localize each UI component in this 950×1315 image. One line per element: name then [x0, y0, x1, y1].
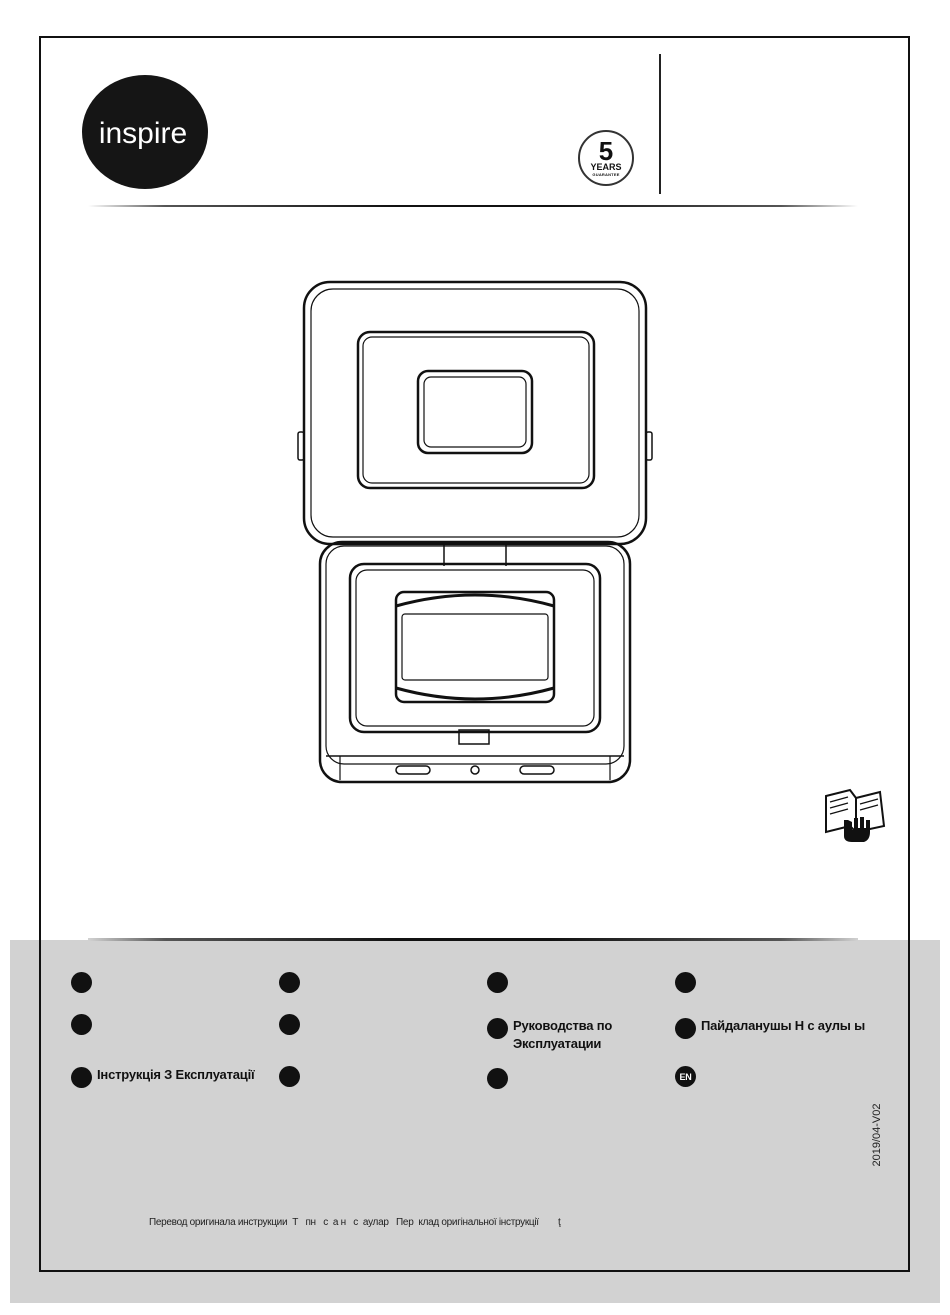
document-version: 2019/04-V02 — [871, 1103, 883, 1167]
language-item — [675, 972, 701, 993]
language-dot-icon — [675, 1018, 696, 1039]
header-divider — [88, 205, 858, 207]
language-code-badge: EN — [675, 1066, 696, 1087]
language-dot-icon — [71, 1067, 92, 1088]
language-item — [71, 1066, 254, 1088]
warranty-number: 5 — [598, 136, 614, 166]
language-item — [279, 1066, 305, 1087]
brand-logo — [82, 75, 208, 189]
language-item — [71, 972, 97, 993]
read-manual-icon — [820, 784, 890, 846]
language-dot-icon — [487, 1068, 508, 1089]
language-dot-icon — [279, 1066, 300, 1087]
header-divider-vertical — [659, 54, 661, 194]
warranty-caption: GUARANTEE — [592, 172, 620, 177]
language-label: Інструкція З Експлуатації — [97, 1067, 255, 1082]
warranty-badge — [578, 130, 634, 186]
language-item — [279, 972, 305, 993]
language-dot-icon — [675, 972, 696, 993]
band-divider — [88, 938, 858, 941]
brand-logo-text: inspire — [98, 117, 188, 150]
translation-note: Перевод оригинала инструкции Т пн с а н с аулар Пер клад оригінальної інструкції — [149, 1217, 539, 1228]
language-dot-icon — [487, 972, 508, 993]
language-label: Руководства по Эксплуатации — [513, 1018, 613, 1051]
language-item — [675, 1066, 701, 1087]
language-dot-icon — [71, 972, 92, 993]
language-item — [675, 1017, 865, 1039]
device-illustration — [296, 276, 656, 796]
warranty-unit: YEARS — [590, 162, 622, 172]
language-label: Пайдаланушы Н с аулы ы — [701, 1018, 865, 1033]
language-item — [487, 1017, 631, 1053]
language-item — [71, 1014, 97, 1035]
language-item — [487, 972, 513, 993]
language-dot-icon — [279, 1014, 300, 1035]
footer-mark: ţ — [558, 1217, 561, 1228]
language-dot-icon — [71, 1014, 92, 1035]
language-item — [487, 1068, 513, 1089]
language-dot-icon — [487, 1018, 508, 1039]
language-item — [279, 1014, 305, 1035]
language-dot-icon — [279, 972, 300, 993]
